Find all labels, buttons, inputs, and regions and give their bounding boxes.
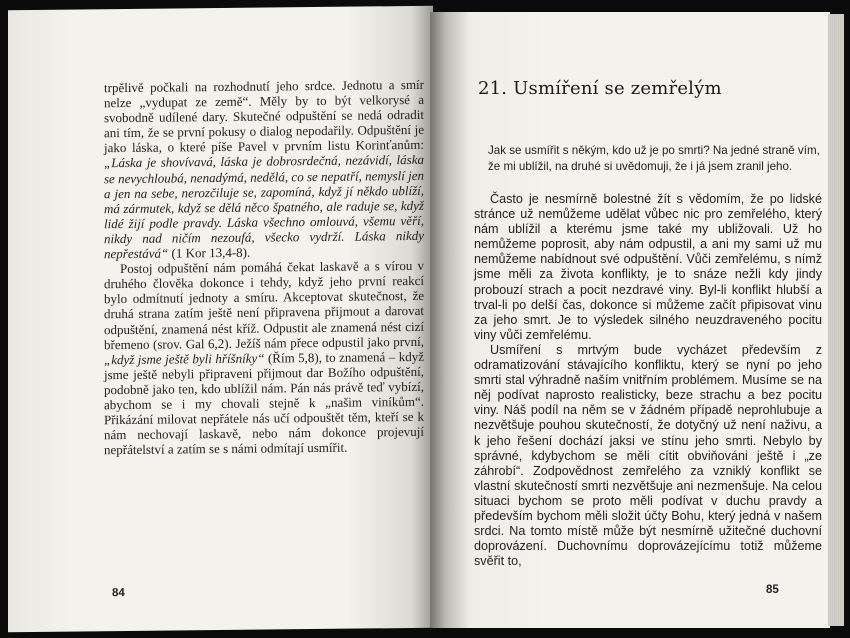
paragraph-text: Postoj odpuštění nám pomáhá čekat laskavě a s vírou v druhého člověka dokonce i tehdy, když jeho první reakcí bylo odmítnutí jednoty a smíru. Akceptovat skutečnost, že druhá strana zatím ještě není připravena přijmout a darovat odpuštění, znamená nést kříž. Odpustit ale znamená nést cizí břemeno (srov. Gal 6,2). Ježíš nám přece odpustil jako první, — [104, 257, 424, 352]
paragraph-text: (Řím 5,8), to znamená – když jsme ještě nebyli připraveni přijmout dar Božího odpuštění, podobně jako ten, kdo ublížil nám. Pán nás právě teď vybízí, abychom se i my chovali stejně k „našim viníkům“. Přikázání milovat nepřátele nás učí odpouštět těm, kteří se k nám nechovají laskavě, nebo nám dokonce projevují nepřátelství a zatím se s námi odmítají usmířit. — [104, 348, 424, 458]
page-edges — [828, 14, 844, 626]
left-page-body — [104, 77, 424, 458]
left-page-number: 84 — [112, 587, 125, 600]
right-page-body — [474, 192, 822, 569]
left-page — [8, 6, 433, 632]
right-paragraph — [474, 192, 822, 343]
chapter-lead: Jak se usmířit s někým, kdo už je po smrti? Na jedné straně vím, že mi ublížil, na druhé si uvědomuji, že i já jsem zranil jeho. — [488, 144, 820, 173]
paragraph-text: Často je nesmírně bolestné žít s vědomím, že po lidské stránce už nemůžeme udělat vůbec nic pro zemřelého, který nám ublížil a kterému jsme také my ubližovali. Už ho nemůžeme poprosit, aby nám odpustil, a ani my sami už mu nemůžeme nabídnout své odpuštění. Vůči zemřelému, s nímž jsme měli za života konflikty, je to snáze nežli kdy jindy probouzí strach a pocit nezdravé viny. Byl-li konflikt hlubší a trval-li po delší čas, dokonce si můžeme začít připisovat vinu za jeho smrt. Je to výsledek silného neuzdraveného pocitu viny vůči zemřelému. — [474, 192, 822, 342]
paragraph-text: (1 Kor 13,4-8). — [168, 244, 251, 261]
left-paragraph — [104, 77, 424, 261]
quoted-text: „když jsme ještě byli hříšníky“ — [104, 350, 265, 367]
right-paragraph — [474, 343, 822, 569]
paragraph-text: Usmíření s mrtvým bude vycházet především z odramatizování stávajícího konfliktu, který se nyní po jeho smrti stal výhradně naším vnitřním problémem. Musíme se na něj podívat naprosto realisticky, beze strachu a bez pocitu viny. Náš podíl na něm se v žádném případě neprohlubuje a nezvětšuje pouhou skutečností, že dotyčný už není naživu, a k jeho řešení dochází jaksi ve stínu jeho smrti. Nebylo by správné, kdybychom se měli cítit obviňováni ještě i „ze záhrobí“. Zodpovědnost zemřelého za vzniklý konflikt se vlastní skutečností smrti nezvětšuje ani nezmenšuje. Na celou situaci bychom se proto měli podívat v duchu pravdy a především bychom měli složit účty Bohu, který jedná v našem srdci. Na tomto místě může být nesmírně užitečné duchovní doprovázení. Duchovnímu doprovázejícímu totiž můžeme svěřit to, — [474, 342, 822, 569]
chapter-title: 21. Usmíření se zemřelým — [478, 78, 722, 99]
gutter-shadow — [430, 12, 470, 628]
quoted-text: „Láska je shovívavá, láska je dobrosrdečná, nezávidí, láska se nevychloubá, nenadýmá, nedělá, co se nepatří, nemyslí jen a jen na sebe, nerozčiluje se, zapomíná, když jí někdo ublíží, má zármutek, když se dělá něco špatného, ale raduje se, když lidé žijí podle pravdy. Láska všechno omlouvá, všemu věří, nikdy nad ničím nezoufá, všecko vydrží. Láska nikdy nepřestává“ — [104, 152, 424, 262]
right-page — [430, 12, 830, 628]
right-page-number: 85 — [766, 584, 779, 596]
paragraph-text: trpělivě počkali na rozhodnutí jeho srdce. Jednotu a smír nelze „vydupat ze země“. Měly by to být velkorysé a svobodně udílené dary. Skutečné odpuštění se nedá odradit ani tím, že se první pokusy o dialog nepodařily. Odpuštění je jako láska, o které píše Pavel v prvním listu Korinťanům: — [104, 76, 424, 156]
left-paragraph — [104, 258, 424, 458]
